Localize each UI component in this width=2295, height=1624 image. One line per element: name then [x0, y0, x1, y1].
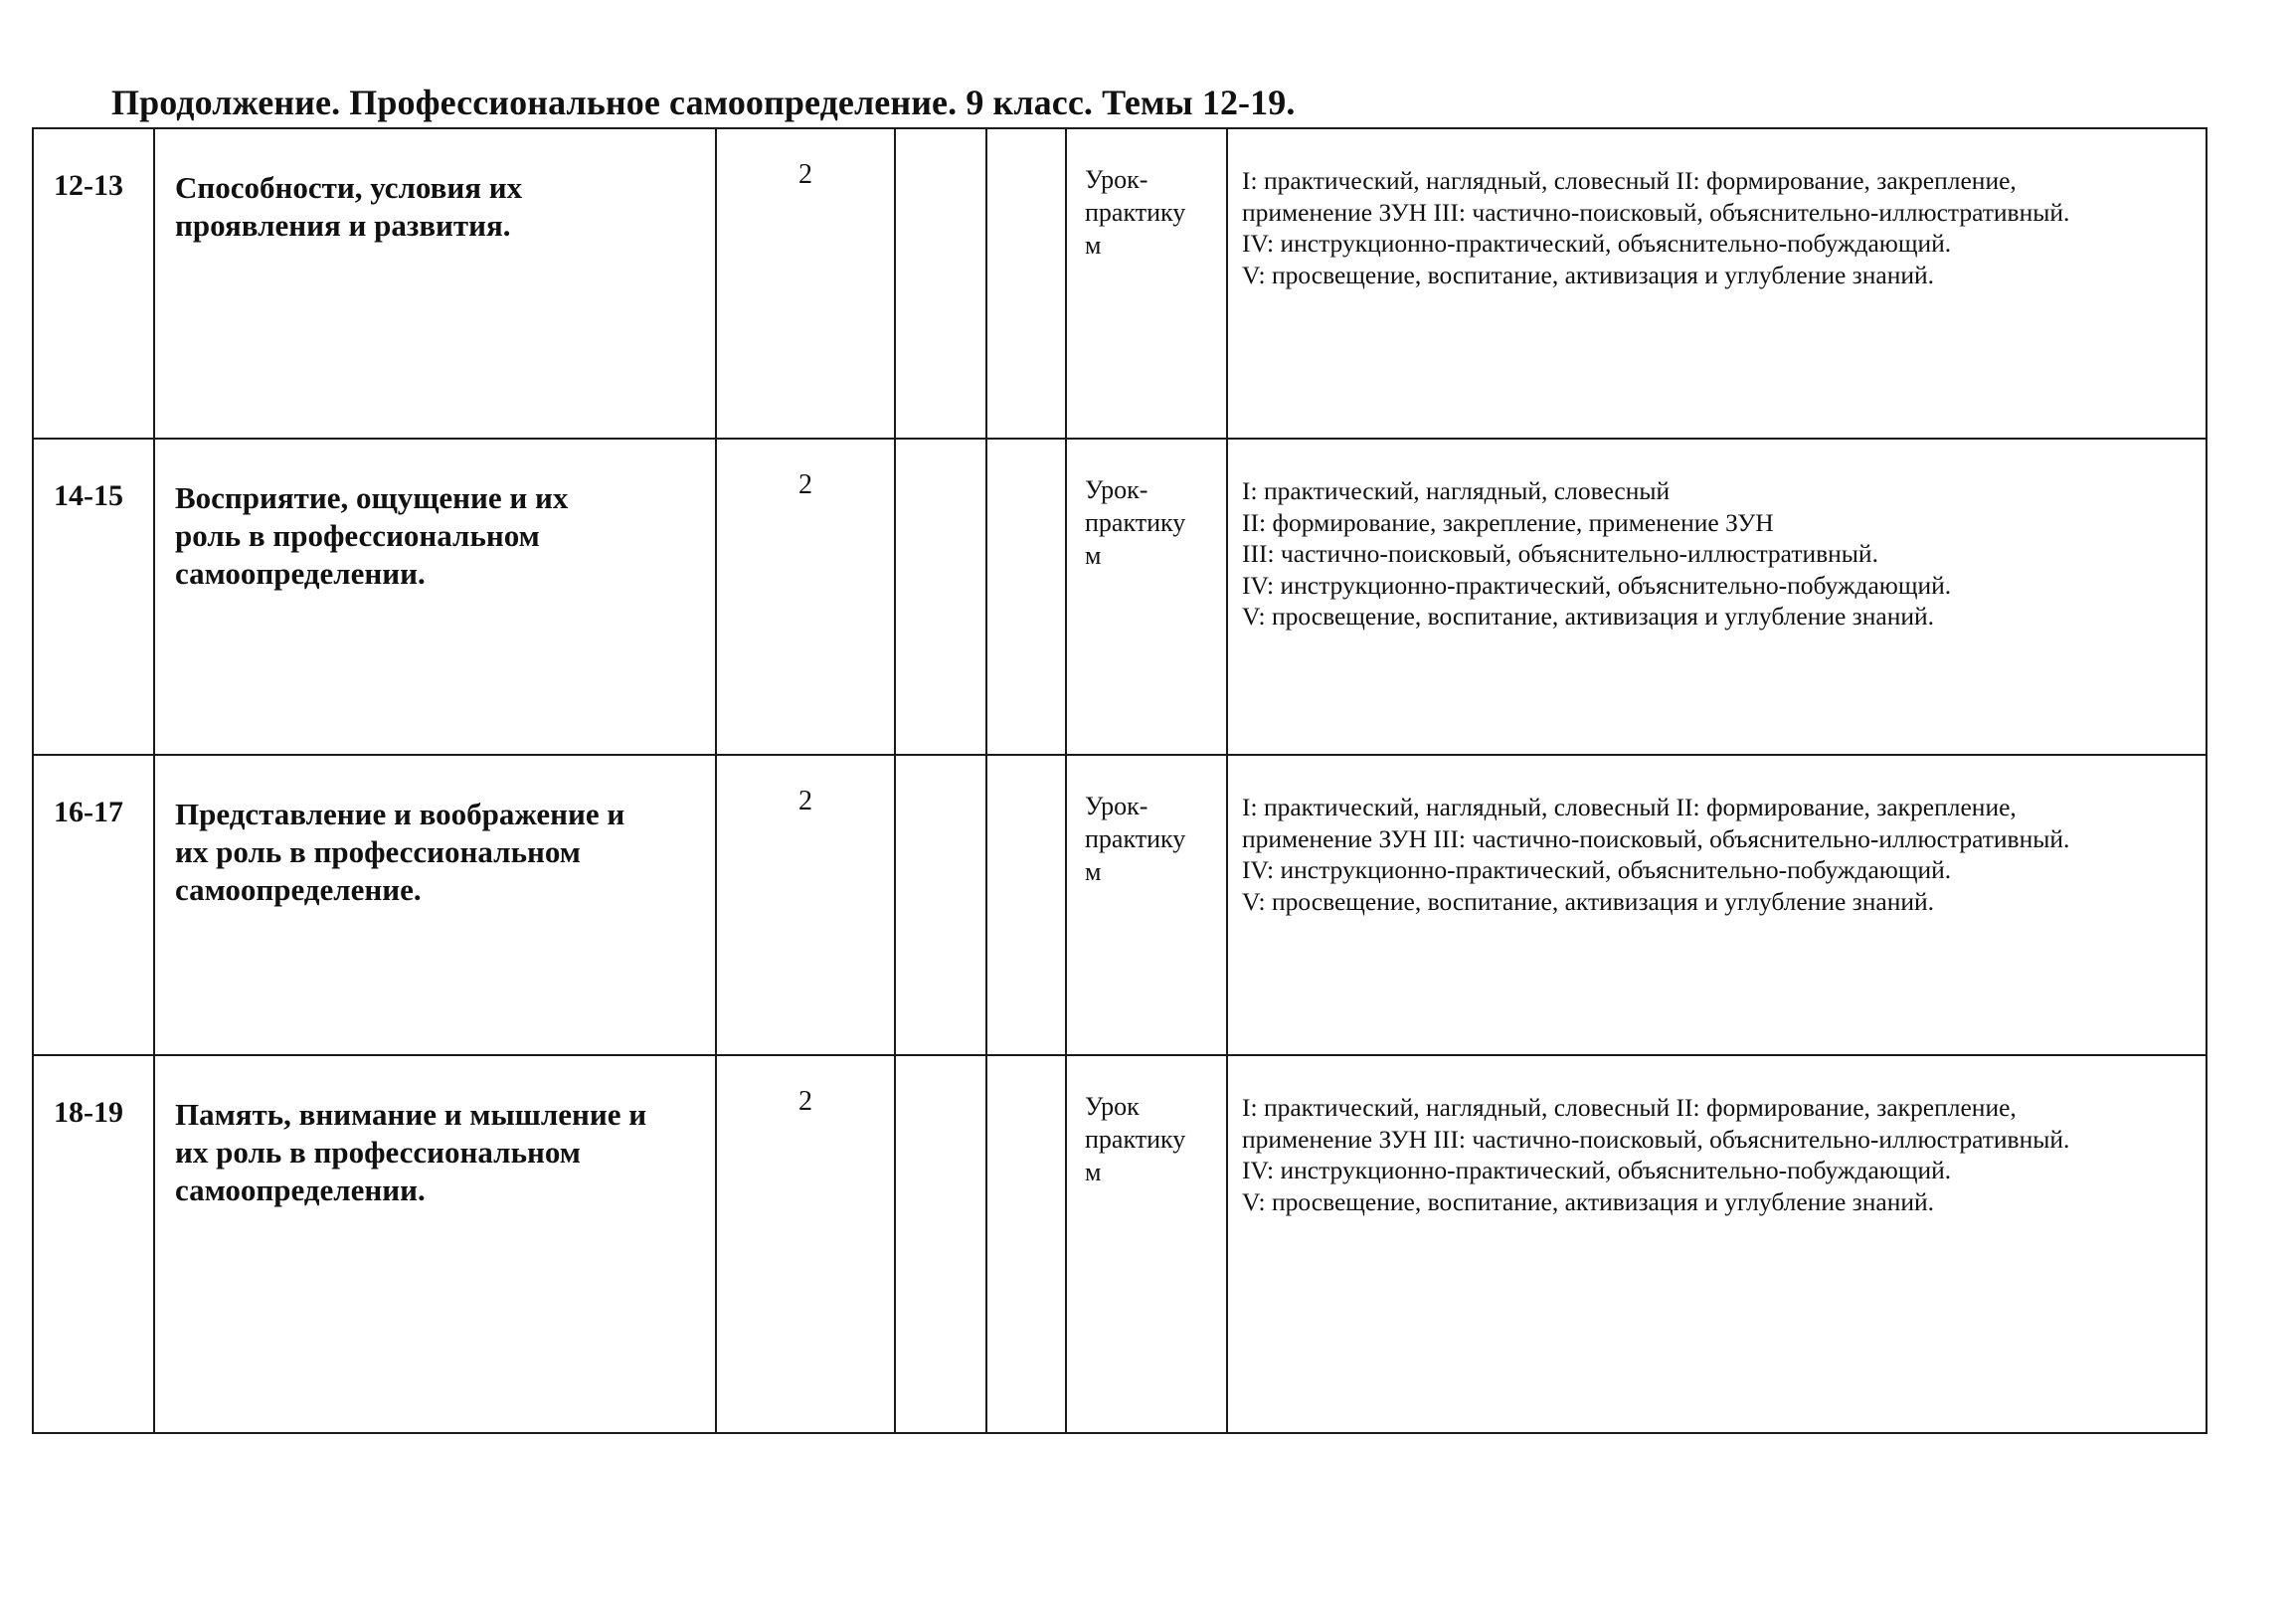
- methods-line: IV: инструкционно-практический, объяснительно-побуждающий.: [1242, 1156, 1952, 1184]
- methods-line: V: просвещение, воспитание, активизация и углубление знаний.: [1242, 602, 1935, 631]
- topic-line: Память, внимание и мышление и: [175, 1097, 647, 1132]
- topic-line: роль в профессиональном: [175, 518, 540, 553]
- methods-line: II: формирование, закрепление, применение ЗУН: [1242, 507, 1774, 537]
- lesson-type-line: Урок-: [1085, 165, 1148, 194]
- hours-cell: 2: [716, 755, 895, 1055]
- lesson-type-cell: [1066, 128, 1227, 439]
- topic-cell: [154, 755, 716, 1055]
- methods-line: I: практический, наглядный, словесный: [1242, 476, 1671, 505]
- topic-line: их роль в профессиональном: [175, 1135, 581, 1170]
- empty-cell: [895, 439, 986, 755]
- empty-cell: [986, 439, 1066, 755]
- methods-line: применение ЗУН III: частично-поисковый, объяснительно-иллюстративный.: [1242, 197, 2070, 227]
- table-row: [33, 1055, 2207, 1433]
- methods-line: применение ЗУН III: частично-поисковый, объяснительно-иллюстративный.: [1242, 1124, 2070, 1154]
- methods-line: I: практический, наглядный, словесный II: формирование, закрепление,: [1242, 1093, 2017, 1122]
- empty-cell: [895, 755, 986, 1055]
- topic-line: их роль в профессиональном: [175, 834, 581, 869]
- topic-cell: [154, 128, 716, 439]
- topic-line: самоопределении.: [175, 1173, 426, 1207]
- lesson-type-line: практику: [1085, 198, 1186, 227]
- methods-line: IV: инструкционно-практический, объяснительно-побуждающий.: [1242, 570, 1952, 600]
- lesson-type-line: м: [1085, 1158, 1102, 1186]
- methods-line: III: частично-поисковый, объяснительно-иллюстративный.: [1242, 539, 1878, 568]
- empty-cell: [895, 128, 986, 439]
- topic-line: Восприятие, ощущение и их: [175, 480, 569, 515]
- lesson-type-line: Урок-: [1085, 792, 1148, 820]
- hours-cell: 2: [716, 128, 895, 439]
- methods-line: IV: инструкционно-практический, объяснительно-побуждающий.: [1242, 855, 1952, 884]
- lesson-type-line: Урок-: [1085, 475, 1148, 504]
- empty-cell: [986, 755, 1066, 1055]
- empty-cell: [986, 128, 1066, 439]
- lesson-number-cell: 12-13: [33, 128, 154, 439]
- topic-line: Представление и воображение и: [175, 797, 625, 831]
- methods-line: V: просвещение, воспитание, активизация и углубление знаний.: [1242, 260, 1935, 289]
- topic-line: самоопределении.: [175, 556, 426, 591]
- topic-cell: [154, 1055, 716, 1433]
- methods-line: I: практический, наглядный, словесный II: формирование, закрепление,: [1242, 166, 2017, 195]
- lesson-type-cell: [1066, 1055, 1227, 1433]
- methods-cell: [1227, 128, 2207, 439]
- lesson-type-line: практику: [1085, 508, 1186, 537]
- methods-line: применение ЗУН III: частично-поисковый, объяснительно-иллюстративный.: [1242, 823, 2070, 853]
- methods-cell: [1227, 755, 2207, 1055]
- hours-cell: 2: [716, 439, 895, 755]
- methods-line: IV: инструкционно-практический, объяснительно-побуждающий.: [1242, 229, 1952, 258]
- topic-cell: [154, 439, 716, 755]
- topic-line: проявления и развития.: [175, 208, 511, 243]
- methods-line: V: просвещение, воспитание, активизация и углубление знаний.: [1242, 1186, 1935, 1216]
- lesson-type-line: Урок: [1085, 1092, 1140, 1121]
- hours-cell: 2: [716, 1055, 895, 1433]
- lesson-number-cell: 16-17: [33, 755, 154, 1055]
- lesson-number-cell: 14-15: [33, 439, 154, 755]
- methods-line: I: практический, наглядный, словесный II: формирование, закрепление,: [1242, 793, 2017, 821]
- table-row: [33, 128, 2207, 439]
- lesson-type-cell: [1066, 755, 1227, 1055]
- table-row: [33, 439, 2207, 755]
- page-title: Продолжение. Профессиональное самоопределение. 9 класс. Темы 12-19.: [111, 83, 1296, 122]
- table-row: [33, 755, 2207, 1055]
- empty-cell: [986, 1055, 1066, 1433]
- topic-line: самоопределение.: [175, 872, 422, 907]
- lesson-type-line: м: [1085, 231, 1102, 260]
- methods-cell: [1227, 439, 2207, 755]
- topic-line: Способности, условия их: [175, 170, 523, 205]
- lesson-type-line: м: [1085, 857, 1102, 886]
- lesson-type-line: практику: [1085, 824, 1186, 853]
- topics-table: [32, 127, 2207, 1434]
- lesson-type-line: практику: [1085, 1125, 1186, 1154]
- lesson-type-cell: [1066, 439, 1227, 755]
- empty-cell: [895, 1055, 986, 1433]
- lesson-type-line: м: [1085, 541, 1102, 570]
- methods-line: V: просвещение, воспитание, активизация и углубление знаний.: [1242, 886, 1935, 916]
- methods-cell: [1227, 1055, 2207, 1433]
- lesson-number-cell: 18-19: [33, 1055, 154, 1433]
